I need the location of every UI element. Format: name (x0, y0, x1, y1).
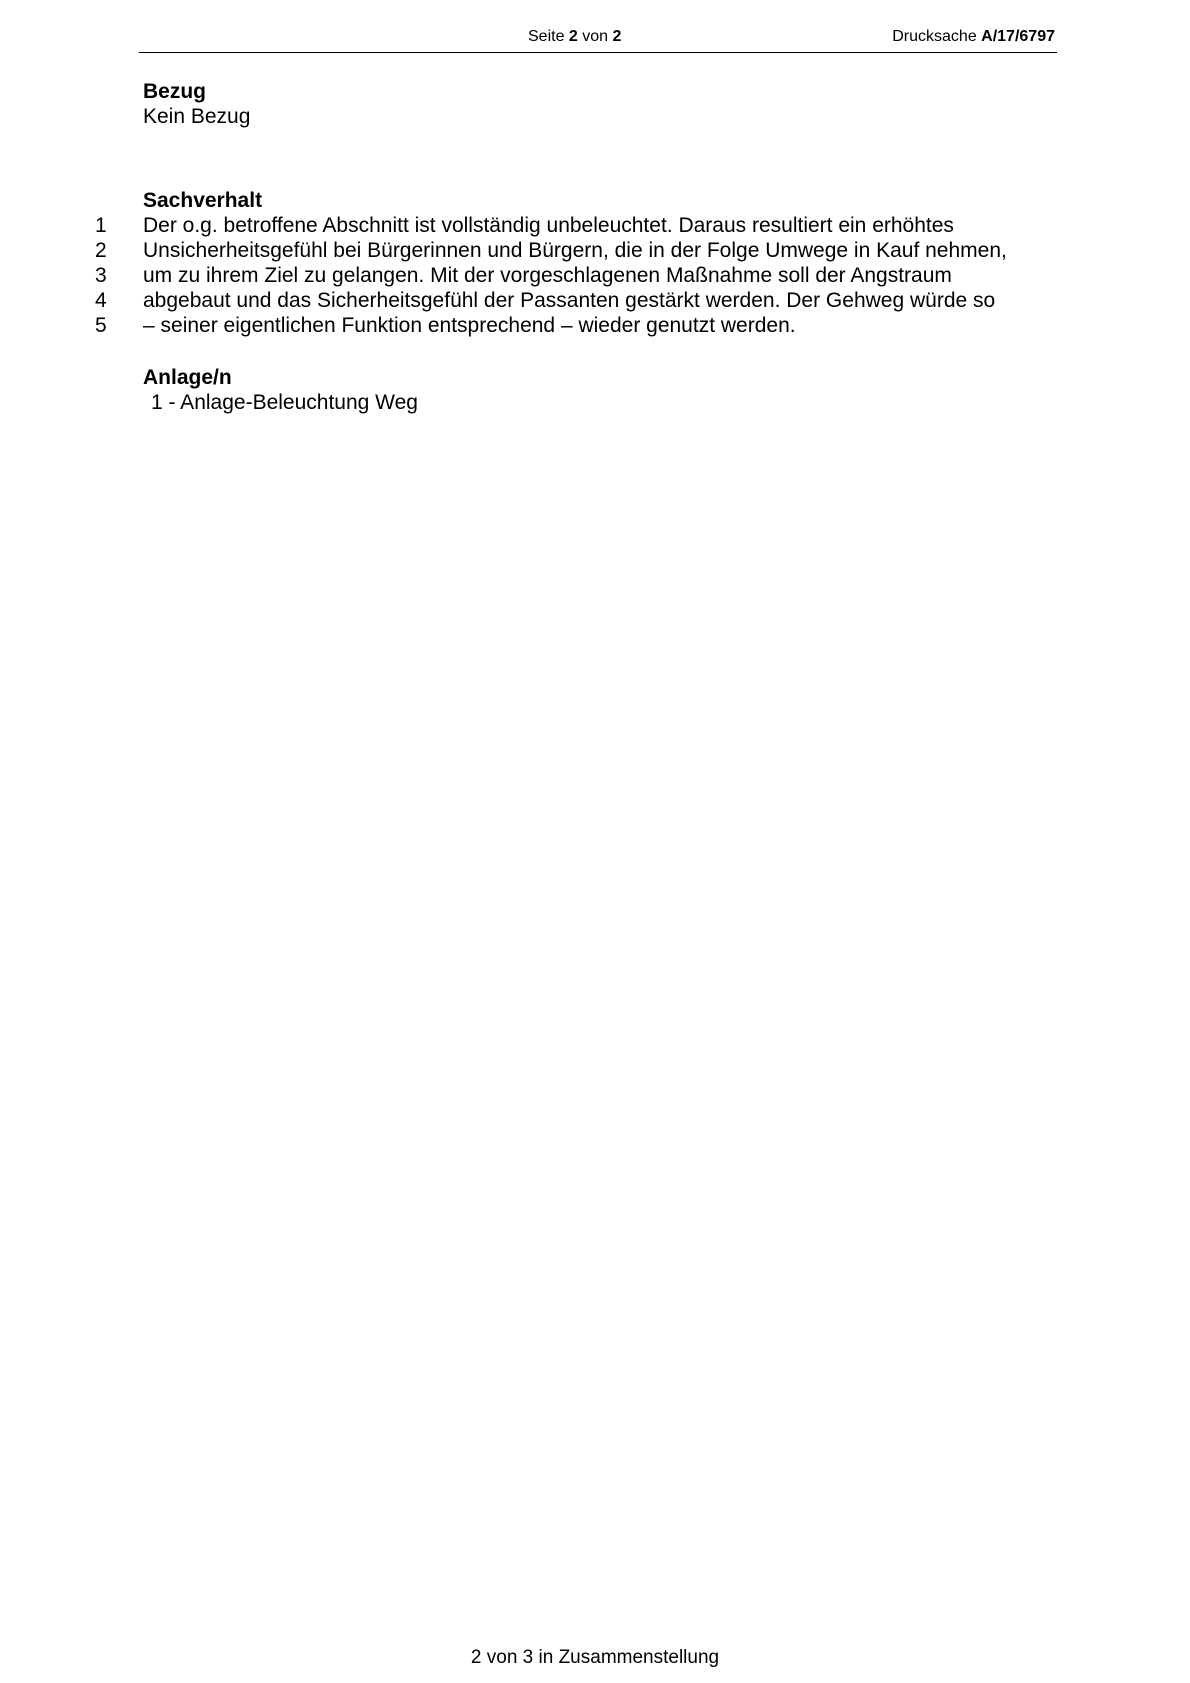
text-line (0, 289, 1190, 314)
document-number (892, 28, 1055, 46)
bezug-heading: Bezug (143, 80, 206, 103)
page-footer: 2 von 3 in Zusammenstellung (470, 1647, 720, 1668)
attachment-item[interactable]: 1 - Anlage-Beleuchtung Weg (151, 391, 418, 414)
page-header (139, 28, 1057, 53)
line-number: 1 (95, 214, 107, 237)
line-text: – seiner eigentlichen Funktion entsprechend – wieder genutzt werden. (143, 314, 796, 337)
page-info (528, 28, 621, 46)
sachverhalt-heading: Sachverhalt (143, 189, 263, 212)
doc-prefix: Drucksache (892, 28, 982, 45)
text-line (0, 239, 1190, 264)
line-text: Der o.g. betroffene Abschnitt ist vollständig unbeleuchtet. Daraus resultiert ein erhöhtes (143, 214, 954, 237)
doc-number-value: A/17/6797 (981, 28, 1055, 45)
line-number: 5 (95, 314, 107, 337)
line-text: Unsicherheitsgefühl bei Bürgerinnen und Bürgern, die in der Folge Umwege in Kauf nehmen, (143, 239, 1007, 262)
line-text: um zu ihrem Ziel zu gelangen. Mit der vorgeschlagenen Maßnahme soll der Angstraum (143, 264, 952, 287)
line-number: 4 (95, 289, 107, 312)
page-current: 2 (568, 28, 578, 45)
page-prefix: Seite (528, 28, 569, 45)
text-line (0, 314, 1190, 339)
page-total: 2 (612, 28, 622, 45)
line-text: abgebaut und das Sicherheitsgefühl der Passanten gestärkt werden. Der Gehweg würde so (143, 289, 996, 312)
anlagen-heading: Anlage/n (143, 366, 232, 389)
line-number: 3 (95, 264, 107, 287)
line-number: 2 (95, 239, 107, 262)
text-line (0, 264, 1190, 289)
bezug-text: Kein Bezug (143, 105, 251, 128)
text-line (0, 214, 1190, 239)
page-mid: von (577, 28, 613, 45)
